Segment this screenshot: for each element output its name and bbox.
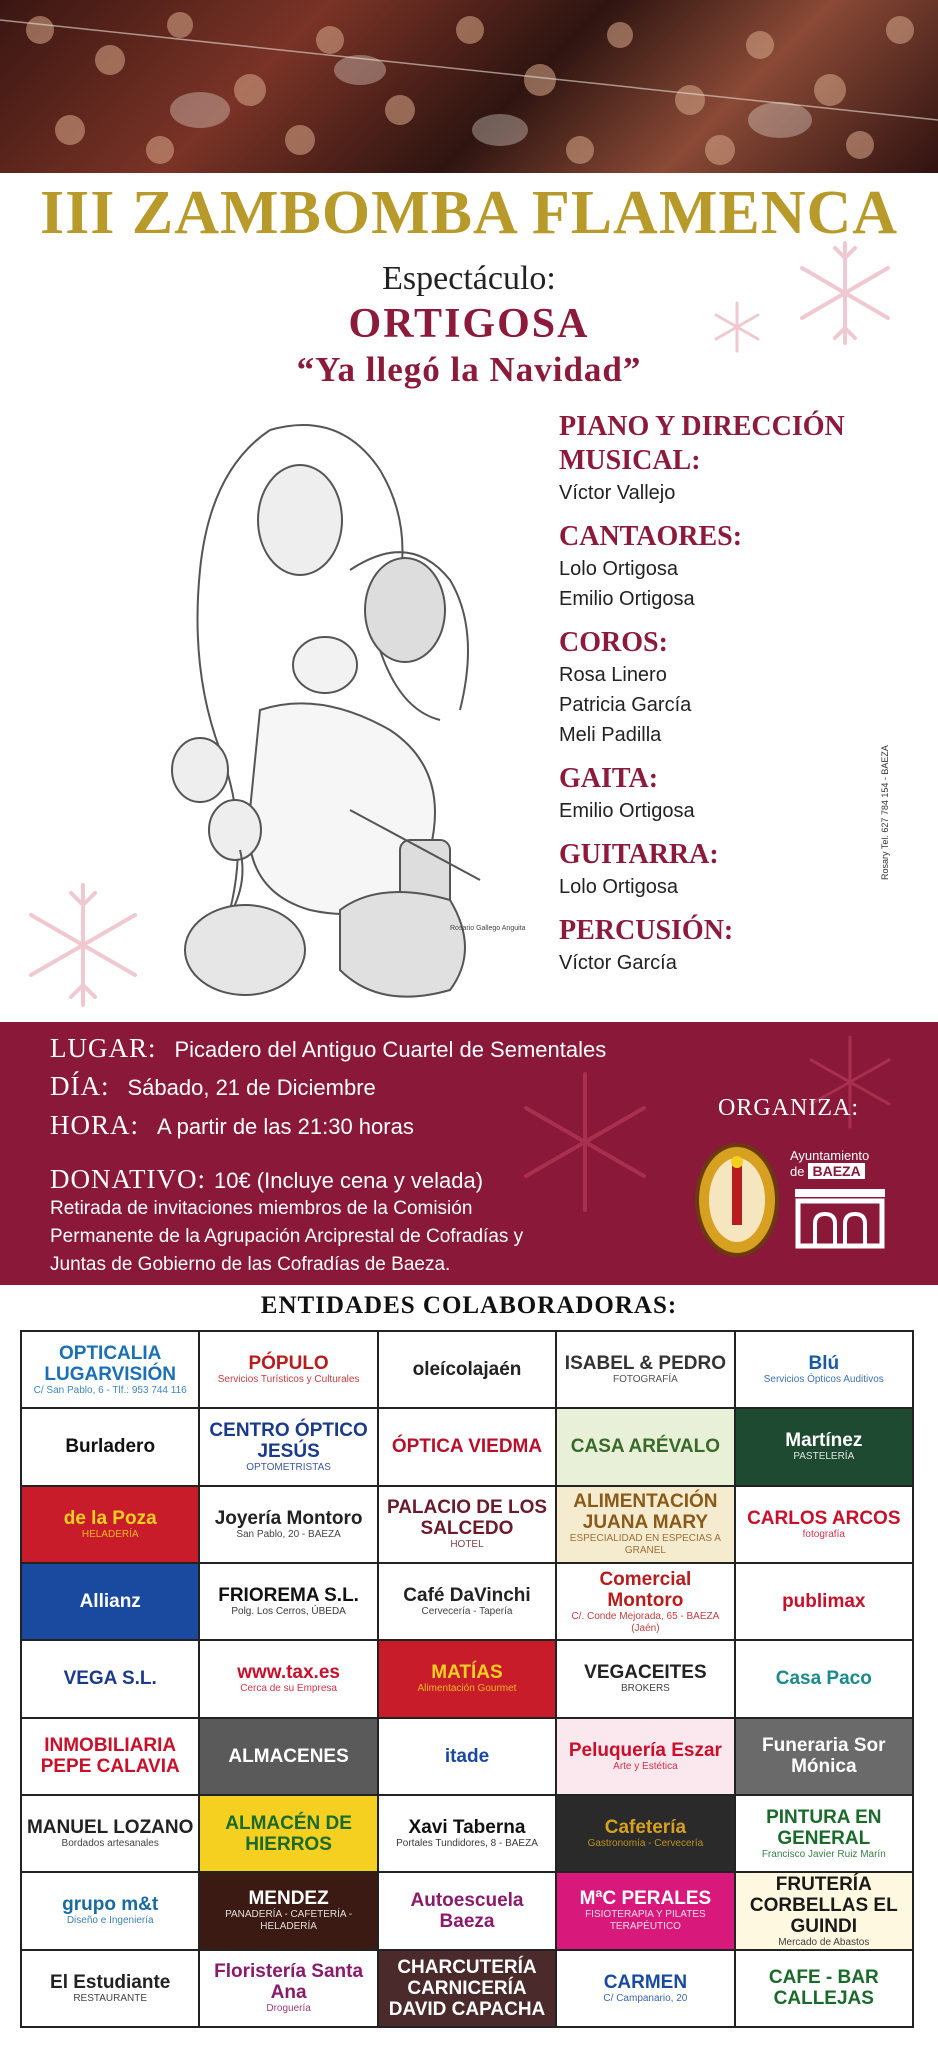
sponsor-detail: C/ San Pablo, 6 - Tlf.: 953 744 116 xyxy=(33,1384,187,1396)
sponsor-name: FRUTERÍA CORBELLAS EL GUINDI xyxy=(749,1873,898,1937)
nativity-drawing xyxy=(150,410,545,1010)
sponsor-name: itade xyxy=(444,1745,490,1767)
sponsor-detail: Gastronomía - Cervecería xyxy=(587,1838,704,1850)
sponsor-name: Martínez xyxy=(785,1430,863,1452)
sponsor-detail: BROKERS xyxy=(620,1683,670,1695)
sponsor-logo xyxy=(736,1796,912,1871)
sponsor-name: Casa Paco xyxy=(775,1668,872,1690)
lugar-label: LUGAR: xyxy=(50,1033,157,1063)
sponsor-logo xyxy=(22,1641,198,1716)
credit-role: PIANO Y DIRECCIÓN MUSICAL: xyxy=(559,411,845,476)
sponsor-name: de la Poza xyxy=(63,1507,157,1529)
sponsor-name: OPTICALIA LUGARVISIÓN xyxy=(44,1342,176,1385)
sponsor-name: VEGA S.L. xyxy=(63,1668,157,1690)
sponsor-detail: Servicios Ópticos Auditivos xyxy=(763,1374,884,1386)
sponsor-name: Comercial Montoro xyxy=(599,1568,692,1611)
credit-role: PERCUSIÓN: xyxy=(559,915,734,946)
sponsor-logo xyxy=(200,1332,376,1407)
sponsor-name: PINTURA EN GENERAL xyxy=(766,1806,882,1849)
show-subtitle: “Ya llegó la Navidad” xyxy=(296,350,642,389)
sponsor-logo xyxy=(736,1719,912,1794)
ayuntamiento-logo xyxy=(790,1148,890,1252)
donativo-label: DONATIVO: xyxy=(50,1164,206,1194)
sponsor-logo xyxy=(557,1873,733,1948)
sponsor-logo xyxy=(736,1564,912,1639)
ayuntamiento-baeza: BAEZA xyxy=(808,1163,864,1179)
sponsor-logo xyxy=(200,1409,376,1484)
sponsor-detail: Arte y Estética xyxy=(613,1760,678,1772)
sponsor-logo xyxy=(557,1564,733,1639)
dia-label: DÍA: xyxy=(50,1071,110,1101)
credit-role: GAITA: xyxy=(559,763,659,794)
sponsor-name: Xavi Taberna xyxy=(408,1817,526,1839)
sponsor-name: CENTRO ÓPTICO JESÚS xyxy=(209,1419,368,1462)
organiza-label: ORGANIZA: xyxy=(718,1095,859,1121)
sponsor-logo xyxy=(736,1873,912,1948)
sponsor-logo xyxy=(200,1796,376,1871)
dia-value: Sábado, 21 de Diciembre xyxy=(127,1075,376,1100)
sponsor-logo xyxy=(736,1487,912,1562)
crowd-illustration xyxy=(0,0,938,173)
artist-name: ORTIGOSA xyxy=(348,301,590,347)
credit-person: Lolo Ortigosa xyxy=(559,876,678,898)
credit-person: Patricia García xyxy=(559,694,692,716)
sponsor-logo xyxy=(22,1796,198,1871)
sponsor-logo xyxy=(557,1719,733,1794)
sponsor-detail: Droguería xyxy=(266,2003,311,2015)
sponsor-name: CARLOS ARCOS xyxy=(747,1507,901,1529)
sponsor-name: ALIMENTACIÓN JUANA MARY xyxy=(573,1491,718,1534)
sponsor-detail: Polg. Los Cerros, ÚBEDA xyxy=(231,1606,346,1618)
sponsor-logo xyxy=(557,1409,733,1484)
credit-person: Rosa Linero xyxy=(559,664,667,686)
sponsor-logo xyxy=(379,1719,555,1794)
invitations-note xyxy=(50,1195,650,1279)
sponsor-logo xyxy=(22,1873,198,1948)
sponsor-name: CHARCUTERÍA CARNICERÍA DAVID CAPACHA xyxy=(388,1956,546,2020)
sponsor-logo xyxy=(736,1951,912,2026)
sponsor-logo xyxy=(557,1951,733,2026)
donativo-line xyxy=(50,1164,483,1195)
sponsor-detail: Francisco Javier Ruiz Marín xyxy=(761,1848,886,1860)
sponsor-detail: C/. Conde Mejorada, 65 - BAEZA (Jaén) xyxy=(571,1610,720,1634)
sponsor-logo xyxy=(200,1564,376,1639)
sponsor-name: FRIOREMA S.L. xyxy=(218,1585,359,1607)
credit-person: Lolo Ortigosa xyxy=(559,558,678,580)
sponsor-name: oleícolajaén xyxy=(412,1359,522,1381)
credit-person: Meli Padilla xyxy=(559,724,662,746)
sponsor-name: Floristería Santa Ana xyxy=(214,1961,364,2004)
sponsor-logo xyxy=(200,1641,376,1716)
sponsor-name: MATÍAS xyxy=(431,1662,503,1684)
sponsor-name: ALMACENES xyxy=(228,1745,349,1767)
sponsor-logo xyxy=(379,1332,555,1407)
sponsor-name: CAFE - BAR CALLEJAS xyxy=(768,1967,879,2010)
sponsor-logo xyxy=(379,1873,555,1948)
sponsor-name: publimax xyxy=(782,1591,866,1613)
sponsor-detail: FISIOTERAPIA Y PILATES TERAPÉUTICO xyxy=(585,1909,706,1933)
show-label: Espectáculo: xyxy=(382,260,556,297)
credit-role: COROS: xyxy=(559,627,668,658)
sponsor-logo xyxy=(379,1409,555,1484)
dia-line xyxy=(50,1071,376,1102)
credit-block xyxy=(559,626,919,750)
town-hall-icon xyxy=(790,1179,890,1249)
sponsor-logo xyxy=(22,1719,198,1794)
sponsor-detail: Bordados artesanales xyxy=(61,1838,159,1850)
sponsor-name: VEGACEITES xyxy=(584,1662,707,1684)
sponsor-detail: Cerca de su Empresa xyxy=(240,1683,337,1695)
drawing-signature: Rosario Gallego Anguita xyxy=(450,925,526,932)
sponsor-logo xyxy=(22,1332,198,1407)
sponsor-detail: San Pablo, 20 - BAEZA xyxy=(236,1528,341,1540)
sponsor-name: CARMEN xyxy=(603,1971,688,1993)
sponsor-name: Cafetería xyxy=(604,1817,687,1839)
sponsor-name: Allianz xyxy=(79,1591,141,1613)
sponsor-name: El Estudiante xyxy=(50,1971,171,1993)
sponsor-logo xyxy=(200,1719,376,1794)
sponsor-detail: Mercado de Abastos xyxy=(778,1936,870,1948)
sponsor-detail: Servicios Turísticos y Culturales xyxy=(217,1374,360,1386)
sponsor-detail: fotografía xyxy=(802,1528,845,1540)
sponsor-logo xyxy=(200,1487,376,1562)
sponsor-logo xyxy=(736,1332,912,1407)
sponsor-name: Peluquería Eszar xyxy=(568,1739,722,1761)
credit-person: Víctor Vallejo xyxy=(559,482,676,504)
sponsor-detail: HOTEL xyxy=(450,1539,484,1551)
sponsor-logo xyxy=(557,1641,733,1716)
sponsor-detail: Cervecería - Tapería xyxy=(421,1606,513,1618)
sponsor-detail: PANADERÍA - CAFETERÍA - HELADERÍA xyxy=(225,1909,353,1933)
sponsor-name: Funeraria Sor Mónica xyxy=(762,1735,886,1778)
ayuntamiento-de: de xyxy=(790,1163,805,1179)
sponsor-name: ISABEL & PEDRO xyxy=(564,1353,726,1375)
hora-value: A partir de las 21:30 horas xyxy=(157,1114,414,1139)
invitations-line: Juntas de Gobierno de las Cofradías de Baeza. xyxy=(50,1254,451,1275)
sponsor-name: Joyería Montoro xyxy=(214,1507,363,1529)
sponsor-detail: Portales Tundidores, 8 - BAEZA xyxy=(396,1838,538,1850)
donativo-value: 10€ (Incluye cena y velada) xyxy=(213,1168,484,1193)
credit-role: CANTAORES: xyxy=(559,521,743,552)
sponsor-logo xyxy=(557,1332,733,1407)
sponsor-name: PALACIO DE LOS SALCEDO xyxy=(386,1497,548,1540)
sponsor-name: Blú xyxy=(808,1353,840,1375)
sponsor-logo xyxy=(22,1564,198,1639)
lugar-value: Picadero del Antiguo Cuartel de Sementales xyxy=(174,1037,607,1062)
invitations-line: Retirada de invitaciones miembros de la Comisión xyxy=(50,1198,473,1219)
sponsor-name: ÓPTICA VIEDMA xyxy=(391,1436,543,1458)
credits-list xyxy=(559,410,919,990)
sponsor-name: MENDEZ xyxy=(248,1888,329,1910)
ayuntamiento-text: Ayuntamiento xyxy=(790,1148,870,1163)
sponsor-logo xyxy=(379,1641,555,1716)
credit-block xyxy=(559,914,919,978)
sponsor-name: www.tax.es xyxy=(237,1662,340,1684)
credit-block xyxy=(559,838,919,902)
header-photo xyxy=(0,0,938,173)
baeza-crest-icon xyxy=(692,1140,782,1260)
credit-person: Emilio Ortigosa xyxy=(559,800,695,822)
sponsor-detail: C/ Campanario, 20 xyxy=(603,1992,688,2004)
sponsor-logo xyxy=(22,1951,198,2026)
sponsor-name: Burladero xyxy=(65,1436,156,1458)
sponsor-name: Autoescuela Baeza xyxy=(410,1889,524,1932)
sponsor-detail: Diseño e Ingeniería xyxy=(66,1915,154,1927)
sponsors-title: ENTIDADES COLABORADORAS: xyxy=(260,1292,678,1319)
sponsor-name: grupo m&t xyxy=(62,1894,159,1916)
sponsor-name: MANUEL LOZANO xyxy=(26,1817,194,1839)
snowflake-icon xyxy=(710,300,765,355)
sponsor-detail: RESTAURANTE xyxy=(73,1992,148,2004)
sponsor-logo xyxy=(200,1873,376,1948)
snowflake-icon xyxy=(18,880,148,1010)
hora-line xyxy=(50,1110,414,1141)
credit-block xyxy=(559,410,919,508)
sponsor-detail: Alimentación Gourmet xyxy=(417,1683,517,1695)
credit-block xyxy=(559,520,919,614)
sponsor-name: INMOBILIARIA PEPE CALAVIA xyxy=(40,1735,180,1778)
sponsor-logo xyxy=(557,1796,733,1871)
sponsor-logo xyxy=(736,1641,912,1716)
sponsor-logo xyxy=(22,1409,198,1484)
sponsor-detail: FOTOGRAFÍA xyxy=(612,1374,678,1386)
lugar-line xyxy=(50,1033,606,1064)
sponsor-name: PÓPULO xyxy=(248,1353,329,1375)
sponsor-logo xyxy=(379,1564,555,1639)
event-title: III ZAMBOMBA FLAMENCA xyxy=(39,179,899,247)
sponsor-logo xyxy=(379,1796,555,1871)
sponsors-grid xyxy=(20,1330,914,2028)
sponsor-name: MªC PERALES xyxy=(579,1888,712,1910)
sponsor-logo xyxy=(379,1487,555,1562)
sponsor-logo xyxy=(557,1487,733,1562)
hora-label: HORA: xyxy=(50,1110,140,1140)
sponsor-name: Café DaVinchi xyxy=(403,1585,531,1607)
sponsor-detail: ESPECIALIDAD EN ESPECIAS A GRANEL xyxy=(569,1533,721,1557)
sponsor-detail: OPTOMETRISTAS xyxy=(246,1461,331,1473)
credit-person: Emilio Ortigosa xyxy=(559,588,695,610)
credit-person: Víctor García xyxy=(559,952,677,974)
sponsor-name: ALMACÉN DE HIERROS xyxy=(225,1812,352,1855)
sponsor-logo xyxy=(200,1951,376,2026)
snowflake-icon xyxy=(790,238,900,348)
sponsor-detail: HELADERÍA xyxy=(81,1528,139,1540)
sponsor-logo xyxy=(736,1409,912,1484)
invitations-line: Permanente de la Agrupación Arciprestal de Cofradías y xyxy=(50,1226,524,1247)
sponsor-name: CASA ARÉVALO xyxy=(570,1436,720,1458)
sponsor-logo xyxy=(22,1487,198,1562)
sponsor-logo xyxy=(379,1951,555,2026)
sponsor-detail: PASTELERÍA xyxy=(793,1451,855,1463)
credit-role: GUITARRA: xyxy=(559,839,719,870)
credit-block xyxy=(559,762,919,826)
side-credit: Rosary Tel. 627 784 154 - BAEZA xyxy=(880,745,890,880)
